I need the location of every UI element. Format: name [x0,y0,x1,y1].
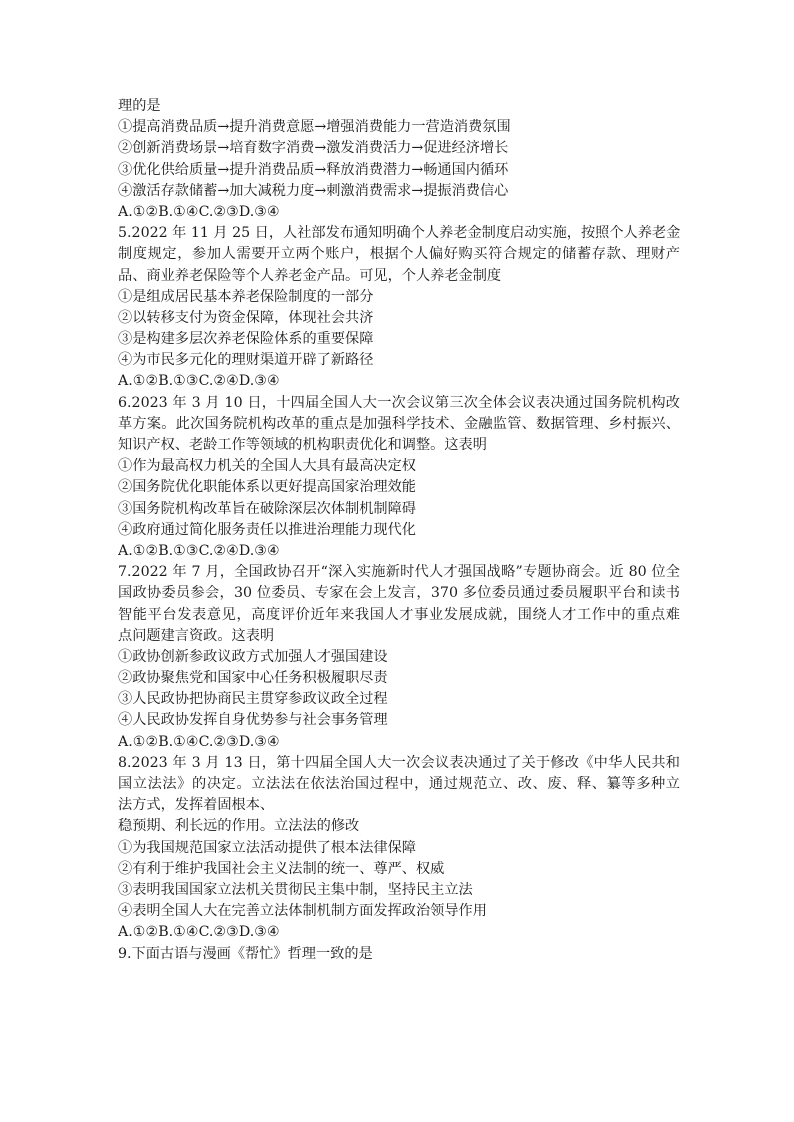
question-stem-line: 7.2022 年 7 月，全国政协召开“深入实施新时代人才强国战略”专题协商会。近 80 位全 [118,564,680,581]
option-2: ②有利于维护我国社会主义法制的统一、尊严、权威 [118,860,445,877]
option-3: ③优化供给质量→提升消费品质→释放消费潜力→畅通国内循环 [118,161,509,178]
question-stem-line: 6.2023 年 3 月 10 日，十四届全国人大一次会议第三次全体会议表决通过国务院机构改 [118,394,680,411]
answer-choices: A.①②B.①④C.②③D.③④ [118,733,280,750]
option-1: ①是组成居民基本养老保险制度的一部分 [118,288,374,305]
question-7 [118,562,680,753]
option-4: ④政府通过简化服务责任以推进治理能力现代化 [118,521,416,538]
option-3: ③是构建多层次养老保险体系的重要保障 [118,331,374,348]
exam-page [118,96,680,965]
question-stem-line: 8.2023 年 3 月 13 日，第十四届全国人大一次会议表决通过了关于修改《中华人民共和 [118,754,680,771]
option-3: ③表明我国国家立法机关贯彻民主集中制，坚持民主立法 [118,881,473,898]
answer-choices: A.①②B.①④C.②③D.③④ [118,924,280,941]
answer-choices: A.①②B.①③C.②④D.③④ [118,373,280,390]
option-4: ④为市民多元化的理财渠道开辟了新路径 [118,352,374,369]
question-5 [118,223,680,393]
question-stem-line: 9.下面古语与漫画《帮忙》哲理一致的是 [118,945,373,962]
option-4: ④激活存款储蓄→加大减税力度→刺激消费需求→提振消费信心 [118,182,509,199]
option-2: ②以转移支付为资金保障，体现社会共济 [118,309,374,326]
option-1: ①政协创新参政议政方式加强人才强国建设 [118,648,388,665]
option-1: ①作为最高权力机关的全国人大具有最高决定权 [118,458,416,475]
question-stem-line: 制度规定，参加人需要开立两个账户，根据个人偏好购买符合规定的储蓄存款、理财产 [118,246,680,263]
question-stem-line: 稳预期、利长远的作用。立法法的修改 [118,818,360,835]
question-8 [118,753,680,944]
question-4-tail [118,96,680,223]
option-3: ③国务院机构改革旨在破除深层次体制机制障碍 [118,500,416,517]
option-4: ④人民政协发挥自身优势参与社会事务管理 [118,712,388,729]
answer-choices: A.①②B.①④C.②③D.③④ [118,203,280,220]
question-stem-line: 智能平台发表意见，高度评价近年来我国人才事业发展成就，围绕人才工作中的重点难 [118,606,680,623]
option-2: ②国务院优化职能体系以更好提高国家治理效能 [118,479,416,496]
question-stem-line: 5.2022 年 11 月 25 日，人社部发布通知明确个人养老金制度启动实施，按照个人养老金 [118,225,680,242]
question-9 [118,944,680,965]
option-1: ①为我国规范国家立法活动提供了根本法律保障 [118,839,416,856]
answer-choices: A.①②B.①③C.②④D.③④ [118,542,280,559]
question-stem-line: 革方案。此次国务院机构改革的重点是加强科学技术、金融监管、数据管理、乡村振兴、 [118,415,680,432]
question-stem-line: 点问题建言资政。这表明 [118,627,275,644]
question-stem-line: 理的是 [118,98,161,114]
option-2: ②创新消费场景→培育数字消费→激发消费活力→促进经济增长 [118,140,509,157]
option-2: ②政协聚焦党和国家中心任务积极履职尽责 [118,670,388,687]
option-3: ③人民政协把协商民主贯穿参政议政全过程 [118,691,388,708]
question-6 [118,393,680,563]
question-stem-line: 知识产权、老龄工作等领域的机构职责优化和调整。这表明 [118,437,487,453]
question-stem-line: 国立法法》的决定。立法法在依法治国过程中，通过规范立、改、废、释、纂等多种立 [118,776,680,792]
option-4: ④表明全国人大在完善立法体制机制方面发挥政治领导作用 [118,903,487,920]
question-stem-line: 法方式，发挥着固根本、 [118,797,275,814]
question-stem-line: 国政协委员参会，30 位委员、专家在会上发言，370 多位委员通过委员履职平台和读书 [118,585,680,602]
question-stem-line: 品、商业养老保险等个人养老金产品。可见，个人养老金制度 [118,267,502,284]
option-1: ①提高消费品质→提升消费意愿→增强消费能力一营造消费氛围 [118,119,511,136]
